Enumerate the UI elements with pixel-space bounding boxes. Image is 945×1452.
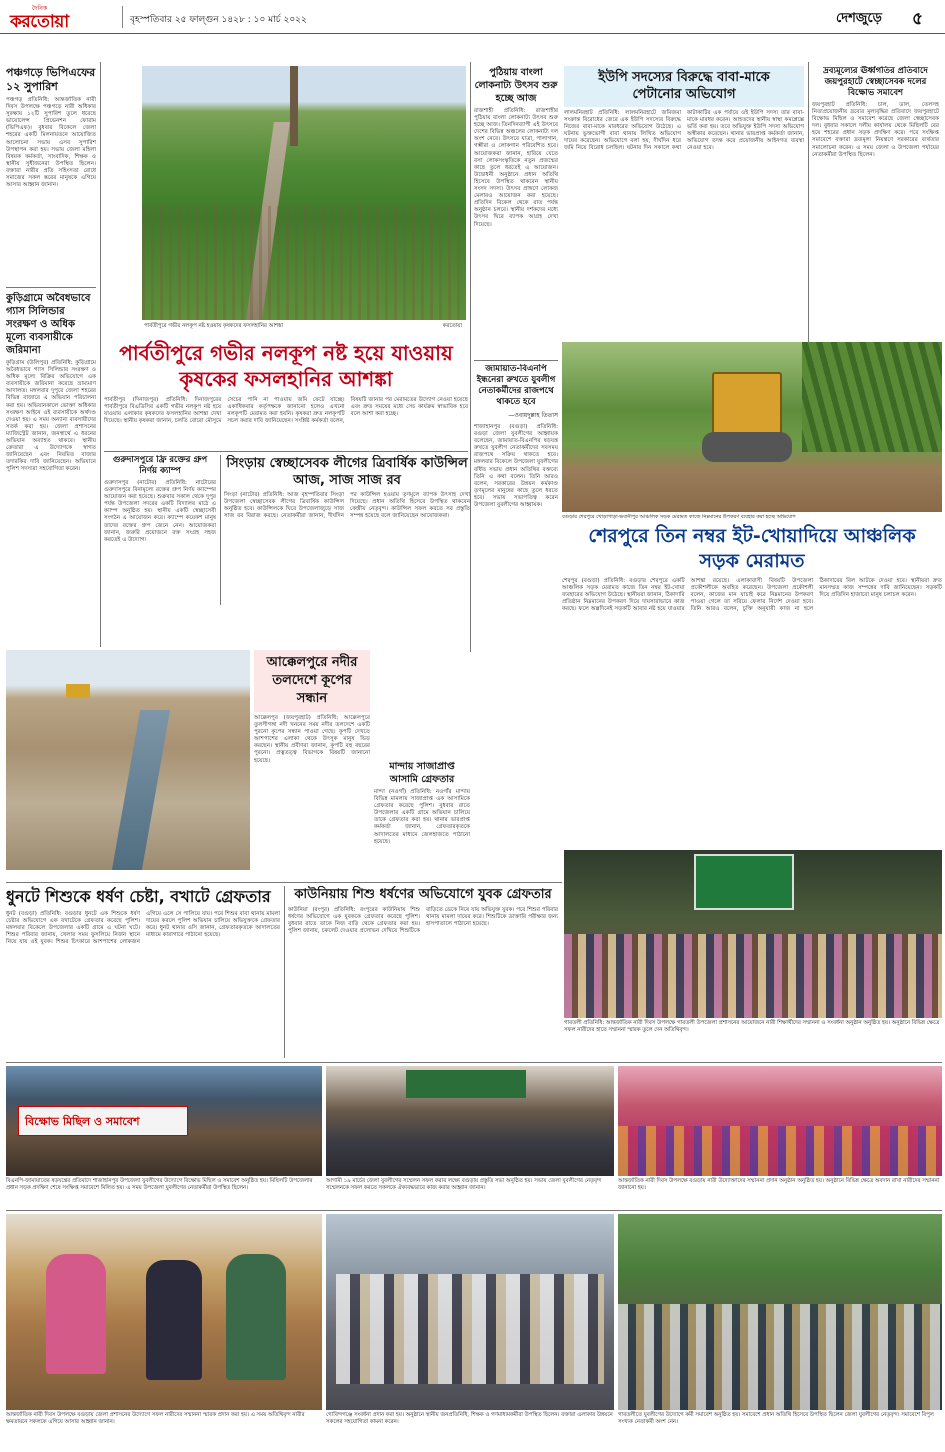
article-body: সিংড়া (নাটোর) প্রতিনিধি: আজ বৃহস্পতিবার সিংড়া উপজেলা স্বেচ্ছাসেবক লীগের ত্রিবার্ষিক কাউন্সিল অনুষ্ঠিত হবে। কাউন্সিলকে ঘিরে উপজেলাজুড়ে সাজ সাজ রব বিরাজ করছে। নেতাকর্মীরা জানান, দীর্ঘদিন পর কাউন্সিল হওয়ায় তৃণমূলে ব্যাপক উৎসাহ দেখা দিয়েছে। প্রধান অতিথি হিসেবে উপস্থিত থাকবেন কেন্দ্রীয় নেতৃবৃন্দ। কাউন্সিল সফল করতে সব প্রস্তুতি সম্পন্ন হয়েছে বলে জানিয়েছেন আয়োজকরা। [224, 492, 470, 520]
article-title: শেরপুরে তিন নম্বর ইট-খোয়াদিয়ে আঞ্চলিক সড়ক মেরামত [588, 525, 916, 572]
article-singra [224, 455, 470, 605]
workers-meeting-photo [618, 1214, 942, 1410]
photo-caption: আন্তর্জাতিক নারী দিবস উপলক্ষে বগুড়ায় নারী উদ্যোক্তাদের সম্মাননা প্রদান অনুষ্ঠান অনুষ্ঠিত হয়। অনুষ্ঠানে বিভিন্ন ক্ষেত্রে অবদান রাখা নারীদের সম্মাননা জানানো হয়। [618, 1178, 940, 1191]
women-day-gathering-photo [618, 1066, 942, 1176]
article-body: পঞ্চগড় প্রতিনিধি: আন্তর্জাতিক নারী দিবস উপলক্ষে পঞ্চগড়ে নারী অধিকার সুরক্ষায় ১২টি সুপারিশ তুলে ধরেছে ভায়োলেন্স প্রিভেনশন ফোরাম (ভিপিএফ)। বুধবার বিকেলে জেলা শহরের একটি মিলনায়তনে আয়োজিত আলোচনা সভায় এসব সুপারিশ উপস্থাপন করা হয়। সভায় জেলা মহিলা বিষয়ক কর্মকর্তা, সাংবাদিক, শিক্ষক ও স্থানীয় সুধীজনেরা উপস্থিত ছিলেন। বক্তারা নারীর প্রতি সহিংসতা রোধে সমাজের সকল স্তরের মানুষকে এগিয়ে আসার আহ্বান জানান। [6, 97, 96, 189]
photo-caption: বিএনপি-জামায়াতের ষড়যন্ত্রের প্রতিবাদে শাজাহানপুর উপজেলা যুবলীগের উদ্যোগে বিক্ষোভ মিছিল ও সমাবেশ অনুষ্ঠিত হয়। মিছিলটি উপজেলার প্রধান সড়ক প্রদক্ষিণ শেষে সংক্ষিপ্ত সমাবেশে মিলিত হয়। এ সময় উপজেলা যুবলীগের নেতাকর্মীরা উপস্থিত ছিলেন। [6, 1178, 313, 1191]
article-title: আক্কেলপুরে নদীর তলদেশে কূপের সন্ধান [266, 655, 358, 706]
women-day-award-photo [564, 850, 942, 1018]
road-repair-photo [562, 342, 942, 512]
article-body: শাজাহানপুর (বগুড়া) প্রতিনিধি: বগুড়া জেলা যুবলীগের আহ্বায়ক বলেছেন, জামায়াত-বিএনপির ষড়যন্ত্র রুখতে যুবলীগ নেতাকর্মীদের সবসময় রাজপথে সক্রিয় থাকতে হবে। মঙ্গলবার বিকেলে উপজেলা যুবলীগের বর্ধিত সভায় প্রধান অতিথির বক্তব্যে তিনি এ কথা বলেন। তিনি আরও বলেন, সরকারের উন্নয়ন কর্মকাণ্ড তৃণমূলের মানুষের কাছে তুলে ধরতে হবে। সভায় সভাপতিত্ব করেন উপজেলা যুবলীগের আহ্বায়ক। [474, 424, 558, 509]
article-kaunia [288, 886, 558, 1058]
article-body: কুড়িগ্রাম (উলিপুর) প্রতিনিধি: কুড়িগ্রামে অবৈধভাবে গ্যাস সিলিন্ডার সংরক্ষণ ও অধিক মূল্যে বিক্রির অভিযোগে এক ব্যবসায়ীকে জরিমানা করেছে ভ্রাম্যমাণ আদালত। মঙ্গলবার দুপুরে জেলা শহরের বিভিন্ন বাজারে এ অভিযান পরিচালনা করা হয়। অভিযানকালে ভোক্তা অধিকার সংরক্ষণ আইনে ওই ব্যবসায়ীকে অর্থদণ্ড দেওয়া হয়। এ সময় অন্যান্য ব্যবসায়ীদের সতর্ক করা হয়। জেলা প্রশাসনের ম্যাজিস্ট্রেট জানান, জনস্বার্থে এ ধরনের অভিযান অব্যাহত থাকবে। স্থানীয় ক্রেতারা এ উদ্যোগকে স্বাগত জানিয়েছেন এবং নিয়মিত বাজার তদারকির দাবি জানিয়েছেন। অভিযানে পুলিশ সদস্যরা সহযোগিতা করেন। [6, 360, 96, 473]
article-body: কাউনিয়া (রংপুর) প্রতিনিধি: রংপুরের কাউনিয়ায় শিশু ধর্ষণের অভিযোগে এক যুবককে গ্রেফতার করেছে পুলিশ। বুধবার রাতে তাকে নিজ বাড়ি থেকে গ্রেফতার করা হয়। পুলিশ জানায়, চকলেট দেওয়ার প্রলোভন দেখিয়ে শিশুটিকে বাড়িতে ডেকে নিয়ে যায় অভিযুক্ত যুবক। পরে শিশুর পরিবার থানায় মামলা দায়ের করে। শিশুটিকে ডাক্তারি পরীক্ষার জন্য হাসপাতালে পাঠানো হয়েছে। [288, 907, 558, 935]
article-body: শেরপুর (বগুড়া) প্রতিনিধি: বগুড়ার শেরপুরে একটি আঞ্চলিক সড়ক মেরামত কাজে তিন নম্বর ইট-খোয়া ব্যবহারের অভিযোগ উঠেছে। স্থানীয়রা জানান, ঠিকাদারি প্রতিষ্ঠান নিম্নমানের উপকরণ দিয়ে দায়সারাভাবে কাজ করছে। ফলে অল্পদিনেই সড়কটি আবার নষ্ট হয়ে যাওয়ার আশঙ্কা রয়েছে। এলাকাবাসী বিষয়টি উপজেলা প্রকৌশলীকে অবহিত করেছেন। উপজেলা প্রকৌশলী বলেন, কাজের মান যাচাই করে নিম্নমানের উপকরণ পাওয়া গেলে তা সরিয়ে ফেলার নির্দেশ দেওয়া হবে। তিনি আরও বলেন, চুক্তি অনুযায়ী কাজ না হলে ঠিকাদারের বিল আটকে দেওয়া হবে। স্থানীয়রা দ্রুত মানসম্মত কাজ সম্পন্নের দাবি জানিয়েছেন। সড়কটি দিয়ে প্রতিদিন হাজারো মানুষ চলাচল করেন। [562, 578, 942, 613]
article-body: পার্বতীপুর (দিনাজপুর) প্রতিনিধি: দিনাজপুরের পার্বতীপুরে বিএডিসির একটি গভীর নলকূপ নষ্ট হয়ে যাওয়ায় এলাকার কৃষকদের ফসলহানির আশঙ্কা দেখা দিয়েছে। স্থানীয় কৃষকরা জানান, চলতি বোরো মৌসুমে সেচের পানি না পাওয়ায় জমি ফেটে যাচ্ছে। একাধিকবার কর্তৃপক্ষকে জানানো হলেও এখনো নলকূপটি মেরামত করা হয়নি। কৃষকরা দ্রুত নলকূপটি সচল করার দাবি জানিয়েছেন। সংশ্লিষ্ট কর্মকর্তা বলেন, বিষয়টি জানার পর মেরামতের উদ্যোগ নেওয়া হয়েছে এবং দ্রুত সময়ের মধ্যে সেচ কার্যক্রম স্বাভাবিক হবে বলে আশা করা হচ্ছে। [104, 397, 468, 425]
photo-caption: বগুড়ার শেরপুরে খোড়াপাড়া-ভবানীপুর আঞ্চলিক সড়ক মেরামত কাজে নিম্নমানের উপকরণ ব্যবহার করা হচ্ছে অভিযোগ [562, 514, 796, 520]
article-title: পার্বতীপুরে গভীর নলকূপ নষ্ট হয়ে যাওয়ায় কৃষকের ফসলহানির আশঙ্কা [119, 341, 453, 391]
article-dhunat [6, 886, 280, 1058]
river-excavation-photo [6, 650, 250, 870]
article-title: পঞ্চগড়ে ভিপিএফের ১২ সুপারিশ [6, 66, 96, 93]
photo-caption: গাবতলীতে যুবলীগের উদ্যোগে কর্মী সমাবেশ অনুষ্ঠিত হয়। সমাবেশে প্রধান অতিথি হিসেবে উপস্থিত ছিলেন জেলা যুবলীগের নেতৃবৃন্দ। সমাবেশে বিপুল সংখ্যক নেতাকর্মী অংশ নেন। [618, 1412, 934, 1425]
article-sherpur-road [562, 524, 942, 844]
photo-caption: পার্বতীপুরে গভীর নলকূপ নষ্ট হওয়ায় কৃষকদের ফসলহানির আশঙ্কা করতোয়া [144, 323, 462, 329]
photo-caption: গোবিন্দগঞ্জে সংবর্ধনা প্রদান করা হয়। অনুষ্ঠানে স্থানীয় জনপ্রতিনিধি, শিক্ষক ও গণমাধ্যমকর্মীরা উপস্থিত ছিলেন। বক্তারা এলাকার উন্নয়নে সকলের সহযোগিতা কামনা করেন। [326, 1412, 613, 1425]
article-body: গুরুদাসপুর (নাটোর) প্রতিনিধি: নাটোরের গুরুদাসপুরে বিনামূল্যে রক্তের গ্রুপ নির্ণয় ক্যাম্পের আয়োজন করা হয়েছে। শুক্রবার সকাল থেকে দুপুর পর্যন্ত উপজেলা সদরের একটি বিদ্যালয় মাঠে এ ক্যাম্প অনুষ্ঠিত হয়। স্থানীয় একটি স্বেচ্ছাসেবী সংগঠন এ আয়োজন করে। ক্যাম্পে কয়েকশ মানুষ তাদের রক্তের গ্রুপ জেনে নেন। আয়োজকরা জানান, জরুরি প্রয়োজনে রক্ত সংগ্রহ সহজ করতেই এ উদ্যোগ। [104, 480, 216, 543]
article-subtitle: —ওবায়দুল্লাহ তিতাস [508, 412, 558, 419]
issue-date: বৃহস্পতিবার ২৫ ফাল্গুন ১৪২৮ : ১০ মার্চ ২০২২ [130, 15, 307, 25]
banner-text: বিক্ষোভ মিছিল ও সমাবেশ [25, 1115, 140, 1128]
photo-caption: আন্তর্জাতিক নারী দিবস উপলক্ষে বগুড়ায় জেলা প্রশাসনের উদ্যোগে সফল নারীদের সম্মাননা স্মারক প্রদান করা হয়। এ সময় অতিথিবৃন্দ নারীর ক্ষমতায়নে সকলকে এগিয়ে আসার আহ্বান জানান। [6, 1412, 305, 1425]
article-body: ধুনট (বগুড়া) প্রতিনিধি: বগুড়ার ধুনটে এক শিশুকে ধর্ষণ চেষ্টার অভিযোগে এক বখাটেকে গ্রেফতার করেছে পুলিশ। মঙ্গলবার বিকেলে উপজেলার একটি গ্রামে এ ঘটনা ঘটে। শিশুর পরিবার জানায়, খেলার সময় ফুসলিয়ে নির্জন স্থানে নিয়ে যায় ওই যুবক। শিশুর চিৎকারে আশপাশের লোকজন এগিয়ে এলে সে পালিয়ে যায়। পরে শিশুর বাবা থানায় মামলা দায়ের করলে পুলিশ অভিযান চালিয়ে অভিযুক্তকে গ্রেফতার করে। ধুনট থানার ওসি জানান, গ্রেফতারকৃতকে আদালতের মাধ্যমে কারাগারে পাঠানো হয়েছে। [6, 911, 280, 946]
article-title: গুরুদাসপুরে ফ্রি রক্তের গ্রুপ নির্ণয় ক্যাম্প [112, 455, 208, 476]
article-puthia [474, 66, 558, 356]
article-title: কাউনিয়ায় শিশু ধর্ষণের অভিযোগে যুবক গ্রেফতার [294, 887, 552, 902]
protest-rally-photo [6, 1066, 322, 1176]
article-body: মান্দা (নওগাঁ) প্রতিনিধি: নওগাঁর মান্দায় বিভিন্ন মামলায় সাজাপ্রাপ্ত এক আসামিকে গ্রেফতার করেছে পুলিশ। বুধবার রাতে উপজেলার একটি গ্রামে অভিযান চালিয়ে তাকে গ্রেফতার করা হয়। থানার ভারপ্রাপ্ত কর্মকর্তা জানান, গ্রেফতারকৃতকে আদালতের মাধ্যমে জেলহাজতে পাঠানো হয়েছে। [374, 789, 470, 845]
article-gurudaspur [104, 455, 216, 605]
article-title: পুঠিয়ায় বাংলা লোকনাট্য উৎসব শুরু হচ্ছে আজ [474, 67, 558, 104]
article-akkelpur [254, 650, 370, 880]
preparatory-meeting-photo [326, 1066, 614, 1176]
article-title: দ্রব্যমূল্যের ঊর্ধ্বগতির প্রতিবাদে জয়পুরহাটে স্বেচ্ছাসেবক দলের বিক্ষোভ সমাবেশ [823, 66, 928, 98]
irrigation-field-photo [142, 66, 466, 320]
article-title: ধুনটে শিশুকে ধর্ষণ চেষ্টা, বখাটে গ্রেফতার [6, 887, 271, 906]
article-title: জামায়াত-বিএনপি ইন্ধনেরা রুখতে যুবলীগ নেতাকর্মীদের রাজপথে থাকতে হবে [476, 364, 556, 407]
article-jamaat-jubolig [474, 364, 558, 642]
article-joypurhat-protest [812, 66, 939, 336]
masthead [0, 0, 945, 34]
photo-caption: আগামী ১৯ মার্চের জেলা যুবলীগের সম্মেলন সফল করার লক্ষ্যে বগুড়ায় প্রস্তুতি সভা অনুষ্ঠিত হয়। সভায় জেলা যুবলীগের নেতৃবৃন্দ সম্মেলনকে সফল করতে সকলকে ঐক্যবদ্ধভাবে কাজ করার আহ্বান জানান। [326, 1178, 602, 1191]
article-body: লালমনিরহাট প্রতিনিধি: লালমনিরহাটে জমিজমা সংক্রান্ত বিরোধের জেরে এক ইউপি সদস্যের বিরুদ্ধে নিজের বাবা-মাকে মারধরের অভিযোগ উঠেছে। এ ঘটনায় ভুক্তভোগী বাবা থানায় লিখিত অভিযোগ দায়ের করেছেন। অভিযোগে বলা হয়, দীর্ঘদিন ধরে জমি নিয়ে বিরোধ চলছিল। ঘটনার দিন সকালে কথা কাটাকাটির এক পর্যায়ে ওই ইউপি সদস্য তার বাবা-মাকে মারধর করেন। আহতদের স্থানীয় স্বাস্থ্য কমপ্লেক্সে ভর্তি করা হয়। তবে অভিযুক্ত ইউপি সদস্য অভিযোগ অস্বীকার করেছেন। থানার ভারপ্রাপ্ত কর্মকর্তা জানান, অভিযোগ তদন্ত করে প্রয়োজনীয় আইনগত ব্যবস্থা নেওয়া হবে। [564, 110, 804, 152]
newspaper-logo: দৈনিক করতোয়া [10, 5, 69, 32]
article-title: মান্দায় সাজাপ্রাপ্ত আসামি গ্রেফতার [389, 761, 455, 785]
article-up-member [564, 66, 804, 336]
article-body: রাজশাহী প্রতিনিধি: রাজশাহীর পুঠিয়ায় বাংলা লোকনাট্য উৎসব শুরু হচ্ছে আজ। তিনদিনব্যাপী এই উৎসবে দেশের বিভিন্ন অঞ্চলের লোকনাট্য দল অংশ নেবে। উৎসবে যাত্রা, পালাগান, গম্ভীরা ও লোকগান পরিবেশিত হবে। আয়োজকরা জানান, হারিয়ে যেতে বসা লোকসংস্কৃতিকে নতুন প্রজন্মের কাছে তুলে ধরতেই এ আয়োজন। উদ্বোধনী অনুষ্ঠানে প্রধান অতিথি হিসেবে উপস্থিত থাকবেন স্থানীয় সংসদ সদস্য। উৎসব প্রাঙ্গণে লোকজ মেলারও আয়োজন করা হয়েছে। প্রতিদিন বিকেল থেকে রাত পর্যন্ত অনুষ্ঠান চলবে। স্থানীয় দর্শকদের মধ্যে উৎসব ঘিরে ব্যাপক আগ্রহ দেখা দিয়েছে। [474, 108, 558, 228]
reception-photo [326, 1214, 614, 1410]
article-parbatipur [104, 338, 468, 448]
article-title: ইউপি সদস্যের বিরুদ্ধে বাবা-মাকে পেটানোর অভিযোগ [598, 70, 770, 102]
article-body: আক্কেলপুর (জয়পুরহাট) প্রতিনিধি: আক্কেলপুরে তুলসীগঙ্গা নদী খননের সময় নদীর তলদেশে একটি পুরনো কূপের সন্ধান পাওয়া গেছে। কূপটি দেখতে আশপাশের এলাকা থেকে উৎসুক মানুষ ভিড় করছেন। স্থানীয় প্রবীণরা জানান, কূপটি বহু বছরের পুরনো। প্রত্নতত্ত্ব বিভাগকে বিষয়টি জানানো হয়েছে। [254, 715, 370, 764]
article-manda [374, 650, 470, 880]
article-body: জয়পুরহাট প্রতিনিধি: চাল, ডাল, তেলসহ নিত্যপ্রয়োজনীয় দ্রব্যের মূল্যবৃদ্ধির প্রতিবাদে জয়পুরহাটে বিক্ষোভ মিছিল ও সমাবেশ করেছে জেলা স্বেচ্ছাসেবক দল। বুধবার সকালে দলীয় কার্যালয় থেকে মিছিলটি বের হয়ে শহরের প্রধান সড়ক প্রদক্ষিণ করে। পরে সংক্ষিপ্ত সমাবেশে বক্তারা দ্রব্যমূল্য নিয়ন্ত্রণে সরকারের ব্যর্থতার সমালোচনা করেন। এ সময় জেলা ও উপজেলা পর্যায়ের নেতাকর্মীরা উপস্থিত ছিলেন। [812, 102, 939, 158]
article-title: সিংড়ায় স্বেচ্ছাসেবক লীগের ত্রিবার্ষিক কাউন্সিল আজ, সাজ সাজ রব [226, 456, 468, 488]
award-handover-photo [6, 1214, 322, 1410]
page-number: ৫ [912, 9, 924, 29]
article-panchagarh [6, 66, 96, 284]
section-name: দেশজুড়ে [836, 11, 882, 26]
article-title: কুড়িগ্রামে অবৈধভাবে গ্যাস সিলিন্ডার সংরক্ষণ ও অধিক মূল্যে ব্যবসায়ীকে জরিমানা [6, 293, 91, 356]
photo-caption: গাবতলী প্রতিনিধি: আন্তর্জাতিক নারী দিবস উপলক্ষে গাবতলী উপজেলা প্রশাসনের আয়োজনে নারী শিক্ষার্থীদের সম্মাননা ও সংবর্ধনা অনুষ্ঠান অনুষ্ঠিত হয়। অনুষ্ঠানে বিভিন্ন ক্ষেত্রে সফল নারীদের হাতে সম্মাননা স্মারক তুলে দেন অতিথিবৃন্দ। [564, 1020, 940, 1033]
